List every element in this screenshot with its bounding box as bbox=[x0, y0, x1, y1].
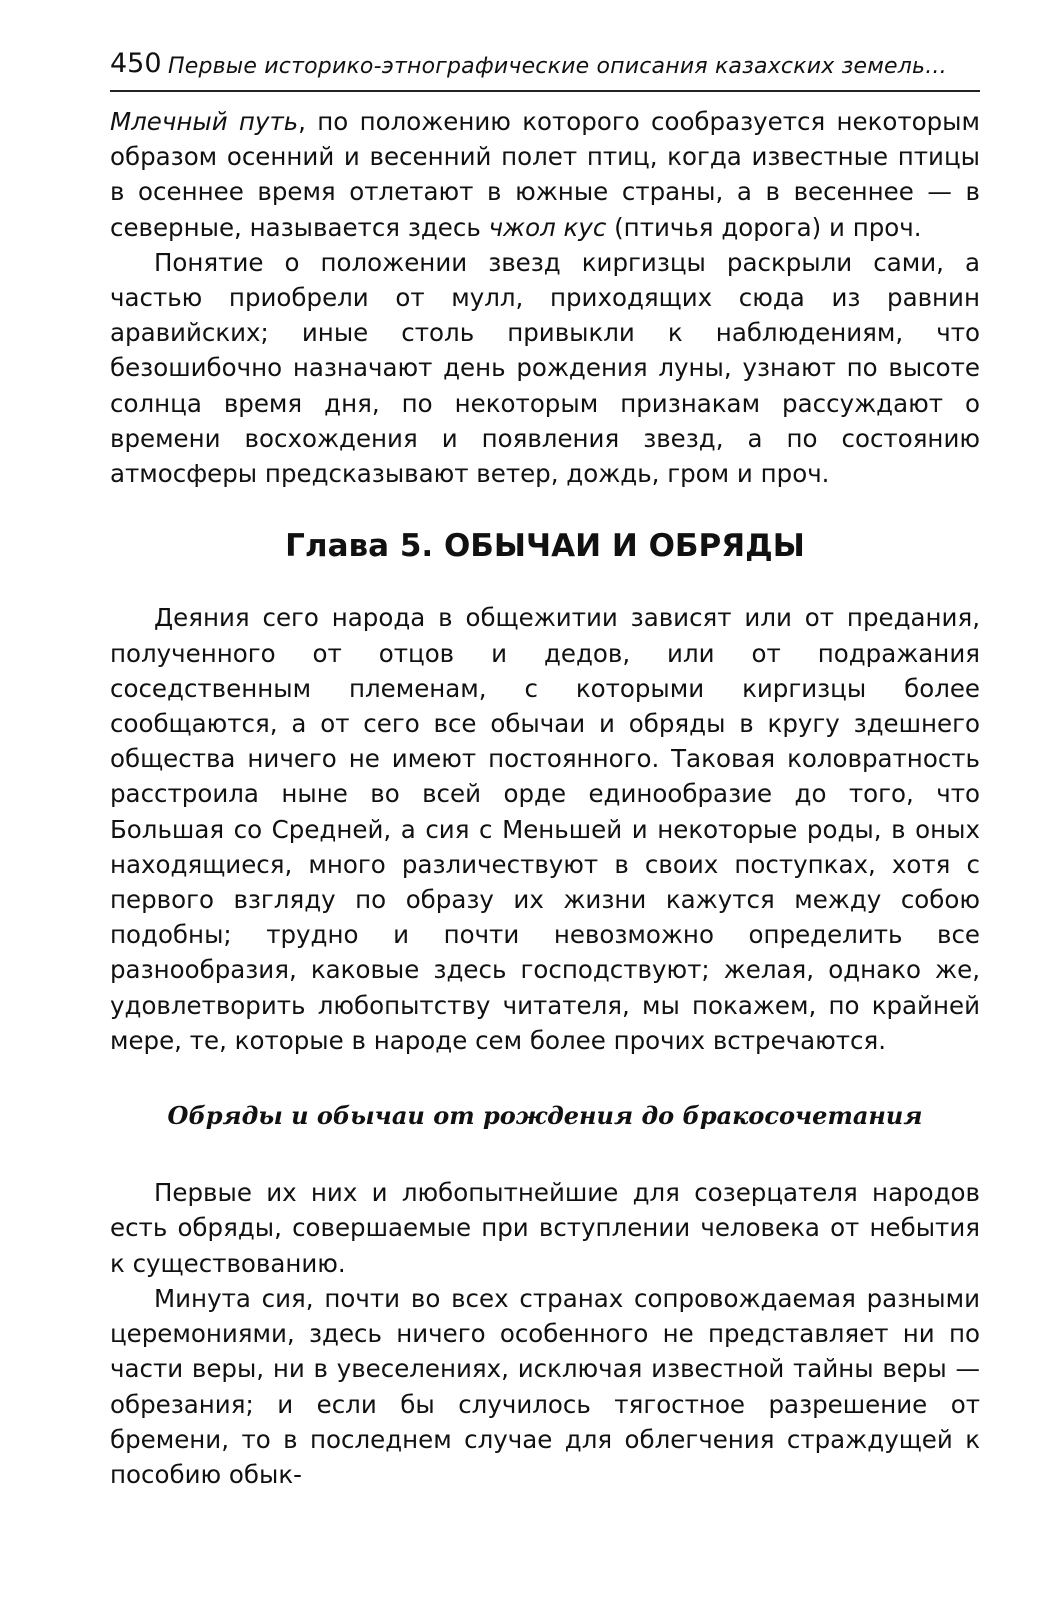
running-title: Первые историко-этнографические описания казахских земель... bbox=[168, 54, 947, 79]
term-milky-way: Млечный путь bbox=[110, 107, 299, 136]
section-title: Обряды и обычаи от рождения до бракосочетания bbox=[167, 1101, 923, 1131]
local-term: чжол кус bbox=[488, 212, 607, 242]
page-number: 450 bbox=[110, 48, 162, 79]
paragraph-text-end: (птичья дорога) и проч. bbox=[606, 212, 922, 242]
chapter-title: Глава 5. ОБЫЧАИ И ОБРЯДЫ bbox=[285, 528, 805, 565]
paragraph-text: , по положению которого сообразуется некоторым образом осенний и весенний полет птиц, когда известные птицы в осеннее время отлетают в южные страны, а в весеннее — в северные, называется здесь bbox=[110, 107, 980, 242]
paragraph-milky-way bbox=[110, 104, 980, 245]
paragraph-customs: Деяния сего народа в общежитии зависят или от предания, полученного от отцов и дедов, или от подражания соседственным племенам, с которыми киргизцы более сообщаются, а от сего все обычаи и обряды в кругу здешнего общества ничего не имеют постоянного. Таковая коловратность расстроила ныне во всей орде единообразие до того, что Большая со Средней, а сия с Меньшей и некоторые роды, в оных находящиеся, много различествуют в своих поступках, хотя с первого взгляду по образу их жизни кажутся между собою подобны; трудно и почти невозможно определить все разнообразия, каковые здесь господствуют; желая, однако же, удовлетворить любопытству читателя, мы покажем, по крайней мере, те, которые в народе сем более прочих встречаются. bbox=[110, 603, 980, 1055]
page-body bbox=[110, 104, 980, 1492]
paragraph-rites-first: Первые их них и любопытнейшие для созерцателя народов есть обряды, совершаемые при вступлении человека от небытия к существованию. bbox=[110, 1178, 980, 1278]
page-header bbox=[110, 44, 980, 92]
paragraph-stars: Понятие о положении звезд киргизцы раскрыли сами, а частью приобрели от мулл, приходящих сюда из равнин аравийских; иные столь привыкли к наблюдениям, что безошибочно назначают день рождения луны, узнают по высоте солнца время дня, по некоторым признакам рассуждают о времени восхождения и появления звезд, а по состоянию атмосферы предсказывают ветер, дождь, гром и проч. bbox=[110, 247, 980, 489]
book-page bbox=[110, 0, 980, 1600]
paragraph-rites-second: Минута сия, почти во всех странах сопровождаемая разными церемониями, здесь ничего особенного не представляет ни по части веры, ни в увеселениях, исключая известной тайны веры — обрезания; и если бы случилось тягостное разрешение от бремени, то в последнем случае для облегчения страждущей к пособию обык- bbox=[110, 1283, 980, 1489]
